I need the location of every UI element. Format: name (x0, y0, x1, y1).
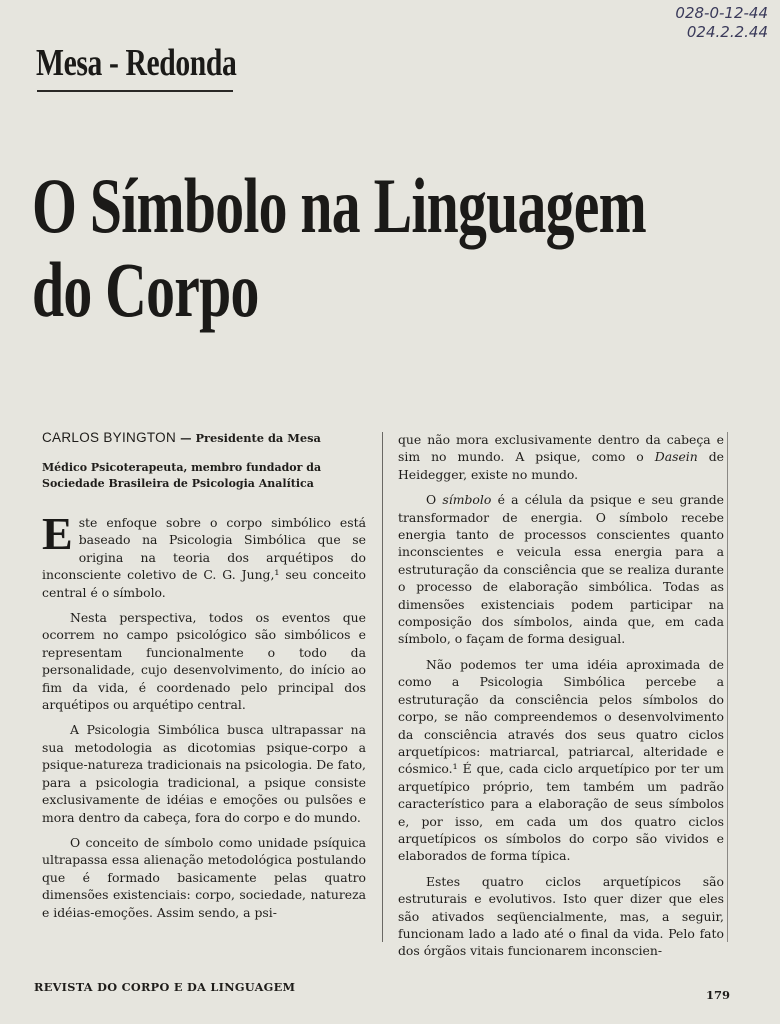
paragraph-text: que não mora exclusivamente dentro da cabeça e sim no mundo. A psique, como o (398, 432, 724, 465)
column-right-rule (727, 432, 728, 942)
paragraph: Estes quatro ciclos arquetípicos são estruturais e evolutivos. Isto quer dizer que eles são ativados seqüencialmente, mas, a seguir, funcionam lado a lado até o final da vida. Pelo fato dos órgãos vitais funcionarem inconscien- (398, 873, 724, 959)
title-line: O Símbolo na Linguagem (32, 162, 646, 249)
archive-code: 024.2.2.44 (686, 23, 768, 41)
paragraph-text: O (426, 492, 443, 508)
section-rule (37, 90, 233, 92)
paragraph: O conceito de símbolo como unidade psíquica ultrapassa essa alienação metodológica postulando que é formado basicamente pelas quatro dimensões existenciais: corpo, sociedade, natureza e idéias-emoções. Assim sendo, a psi- (42, 834, 366, 920)
author-role: — Presidente da Mesa (180, 431, 321, 445)
paragraph-text: ste enfoque sobre o corpo simbólico está baseado na Psicologia Simbólica que se origina na teoria dos arquétipos do inconsciente coletivo de C. G. Jung,¹ seu conceito central é o símbolo. (42, 515, 366, 600)
author-description: Médico Psicoterapeuta, membro fundador da Sociedade Brasileira de Psicologia Analítica (42, 461, 322, 490)
left-column (42, 428, 366, 921)
paragraph: Nesta perspectiva, todos os eventos que ocorrem no campo psicológico são simbólicos e representam funcionalmente o todo da personalidade, cujo desenvolvimento, do início ao fim da vida, é coordenado pelo principal dos arquétipos ou arquétipo central. (42, 610, 366, 713)
archive-codes (648, 4, 768, 42)
drop-cap: E (42, 508, 73, 559)
emphasis: Dasein (654, 449, 698, 465)
emphasis: símbolo (442, 492, 492, 508)
section-title: Mesa - Redonda (36, 42, 237, 84)
paragraph-text: é a célula da psique e seu grande transformador de energia. O símbolo recebe energia tanto de processos conscientes quanto inconscientes e veicula essa energia para a estruturação da consciência que se realiza durante o processo de elaboração simbólica. Todas as dimensões existenciais podem participar na composição dos símbolos, ainda que, em cada símbolo, o façam de forma desigual. (398, 492, 724, 647)
journal-name: REVISTA DO CORPO E DA LINGUAGEM (34, 980, 296, 994)
archive-code: 028-0-12-44 (675, 4, 768, 22)
paragraph (398, 491, 724, 648)
paragraph-text: de Heidegger, existe no mundo. (398, 449, 724, 482)
author-name: CARLOS BYINGTON (42, 430, 177, 445)
article-title (32, 164, 646, 332)
paragraph: Não podemos ter uma idéia aproximada de como a Psicologia Simbólica percebe a estruturação da consciência pelos símbolos do corpo, se não compreendemos o desenvolvimento da consciência através dos seus quatro ciclos arquetípicos: matriarcal, patriarcal, alteridade e cósmico.¹ É que, cada ciclo arquetípico por ter um arquetípico próprio, tem também um padrão característico para a elaboração de seus símbolos e, por isso, em cada um dos quatro ciclos arquetípicos os símbolos do corpo são vividos e elaborados de forma típica. (398, 656, 724, 864)
column-divider (382, 432, 383, 942)
right-column (398, 431, 724, 960)
title-line: do Corpo (32, 246, 259, 333)
page-number: 179 (706, 988, 731, 1002)
paragraph: A Psicologia Simbólica busca ultrapassar na sua metodologia as dicotomias psique-corpo a psique-natureza tradicionais na psicologia. De fato, para a psicologia tradicional, a psique consiste exclusivamente de idéias e emoções ou pulsões e mora dentro da cabeça, fora do corpo e do mundo. (42, 722, 366, 825)
paragraph (42, 508, 366, 601)
author-line (42, 428, 366, 448)
paragraph (398, 431, 724, 483)
